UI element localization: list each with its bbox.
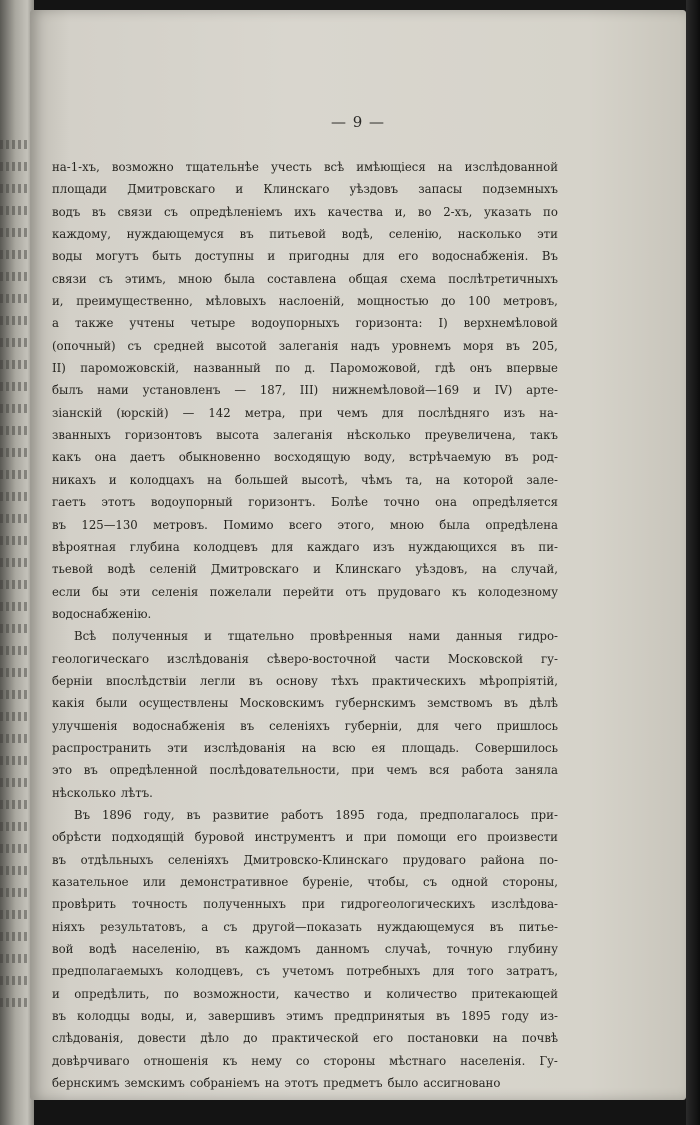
text-line: II) пароможовскiй, названный по д. Пароможовой, гдѣ онъ впервые: [52, 361, 558, 376]
text-line: какъ она даетъ обыкновенно восходящую воду, встрѣчаемую въ род-: [52, 450, 558, 465]
paragraph: [52, 804, 558, 1094]
text-line: (опочный) съ средней высотой залеганiя надъ уровнемъ моря въ 205,: [52, 338, 558, 353]
text-line: на-1-хъ, возможно тщательнѣе учесть всѣ имѣющiеся на изслѣдованной: [52, 160, 558, 174]
text-line: геологическаго изслѣдованiя сѣверо-восточной части Московской гу-: [52, 651, 558, 666]
left-page-edge: [0, 0, 34, 1125]
text-line: а также учтены четыре водоупорныхъ горизонта: I) верхнемѣловой: [52, 316, 558, 331]
text-line: провѣрить точность полученныхъ при гидрогеологическихъ изслѣдова-: [52, 897, 558, 912]
text-line: обрѣсти подходящiй буровой инструментъ и при помощи его произвести: [52, 830, 558, 845]
text-line: зiанскiй (юрскiй) — 142 метра, при чемъ для послѣдняго изъ на-: [52, 405, 558, 420]
text-line: бернiи впослѣдствiи легли въ основу тѣхъ практическихъ мѣропрiятiй,: [52, 673, 558, 688]
paragraph: [52, 625, 558, 804]
text-line: связи съ этимъ, мною была составлена общая схема послѣтретичныхъ: [52, 271, 558, 286]
text-line: и опредѣлить, по возможности, качество и количество притекающей: [52, 986, 558, 1001]
text-line: вой водѣ населенiю, въ каждомъ данномъ случаѣ, точную глубину: [52, 942, 558, 957]
text-line: улучшенiя водоснабженiя въ селенiяхъ губернiи, для чего пришлось: [52, 718, 558, 733]
body-text: [52, 156, 558, 1094]
page-number: — 9 —: [330, 113, 386, 131]
text-line: это въ опредѣленной послѣдовательности, при чемъ вся работа заняла: [52, 763, 558, 778]
text-line: если бы эти селенiя пожелали перейти отъ прудоваго къ колодезному: [52, 584, 558, 599]
background-edge: [686, 0, 700, 1125]
text-line: бернскимъ земскимъ собранiемъ на этотъ предметъ было ассигновано: [52, 1076, 501, 1091]
text-line: казательное или демонстративное буренiе, чтобы, съ одной стороны,: [52, 875, 558, 889]
text-line: предполагаемыхъ колодцевъ, съ учетомъ потребныхъ для того затратъ,: [52, 964, 558, 979]
text-line: площади Дмитровскаго и Клинскаго уѣздовъ запасы подземныхъ: [52, 182, 558, 197]
text-line: довѣрчиваго отношенiя къ нему со стороны мѣстнаго населенiя. Гу-: [52, 1053, 558, 1068]
text-line: Въ 1896 году, въ развитие работъ 1895 года, предполагалось при-: [74, 807, 558, 822]
text-line: водоснабженiю.: [52, 606, 152, 621]
text-line: тьевой водѣ селенiй Дмитровскаго и Клинскаго уѣздовъ, на случай,: [52, 562, 558, 577]
text-line: вѣроятная глубина колодцевъ для каждаго изъ нуждающихся въ пи-: [52, 539, 558, 554]
text-line: никахъ и колодцахъ на большей высотѣ, чѣмъ та, на которой зале-: [52, 472, 558, 487]
text-line: въ отдѣльныхъ селенiяхъ Дмитровско-Клинскаго прудоваго района по-: [52, 852, 558, 867]
text-line: какiя были осуществлены Московскимъ губернскимъ земствомъ въ дѣлѣ: [52, 696, 558, 711]
text-line: слѣдованiя, довести дѣло до практической его постановки на почвѣ: [52, 1031, 558, 1046]
text-line: званныхъ горизонтовъ высота залеганiя нѣсколько преувеличена, такъ: [52, 428, 558, 443]
text-line: Всѣ полученныя и тщательно провѣренныя нами данныя гидро-: [74, 629, 558, 644]
text-line: нѣсколько лѣтъ.: [52, 785, 153, 800]
text-line: въ колодцы воды, и, завершивъ этимъ предпринятыя въ 1895 году из-: [52, 1009, 558, 1024]
book-page: [30, 10, 686, 1100]
text-line: каждому, нуждающемуся въ питьевой водѣ, селенiю, насколько эти: [52, 227, 558, 242]
text-line: былъ нами установленъ — 187, III) нижнемѣловой—169 и IV) арте-: [52, 383, 558, 398]
paragraph: [52, 156, 558, 625]
text-line: въ 125—130 метровъ. Помимо всего этого, мною была опредѣлена: [52, 517, 558, 532]
text-line: и, преимущественно, мѣловыхъ наслоенiй, мощностью до 100 метровъ,: [52, 294, 558, 309]
text-line: нiяхъ результатовъ, а съ другой—показать нуждающемуся въ питье-: [52, 919, 558, 934]
text-line: водъ въ связи съ опредѣленiемъ ихъ качества и, во 2-хъ, указать по: [52, 204, 558, 219]
text-line: распространить эти изслѣдованiя на всю ея площадь. Совершилось: [52, 740, 558, 755]
text-line: воды могутъ быть доступны и пригодны для его водоснабженiя. Въ: [52, 249, 558, 264]
text-line: гаетъ этотъ водоупорный горизонтъ. Болѣе точно она опредѣляется: [52, 495, 558, 510]
